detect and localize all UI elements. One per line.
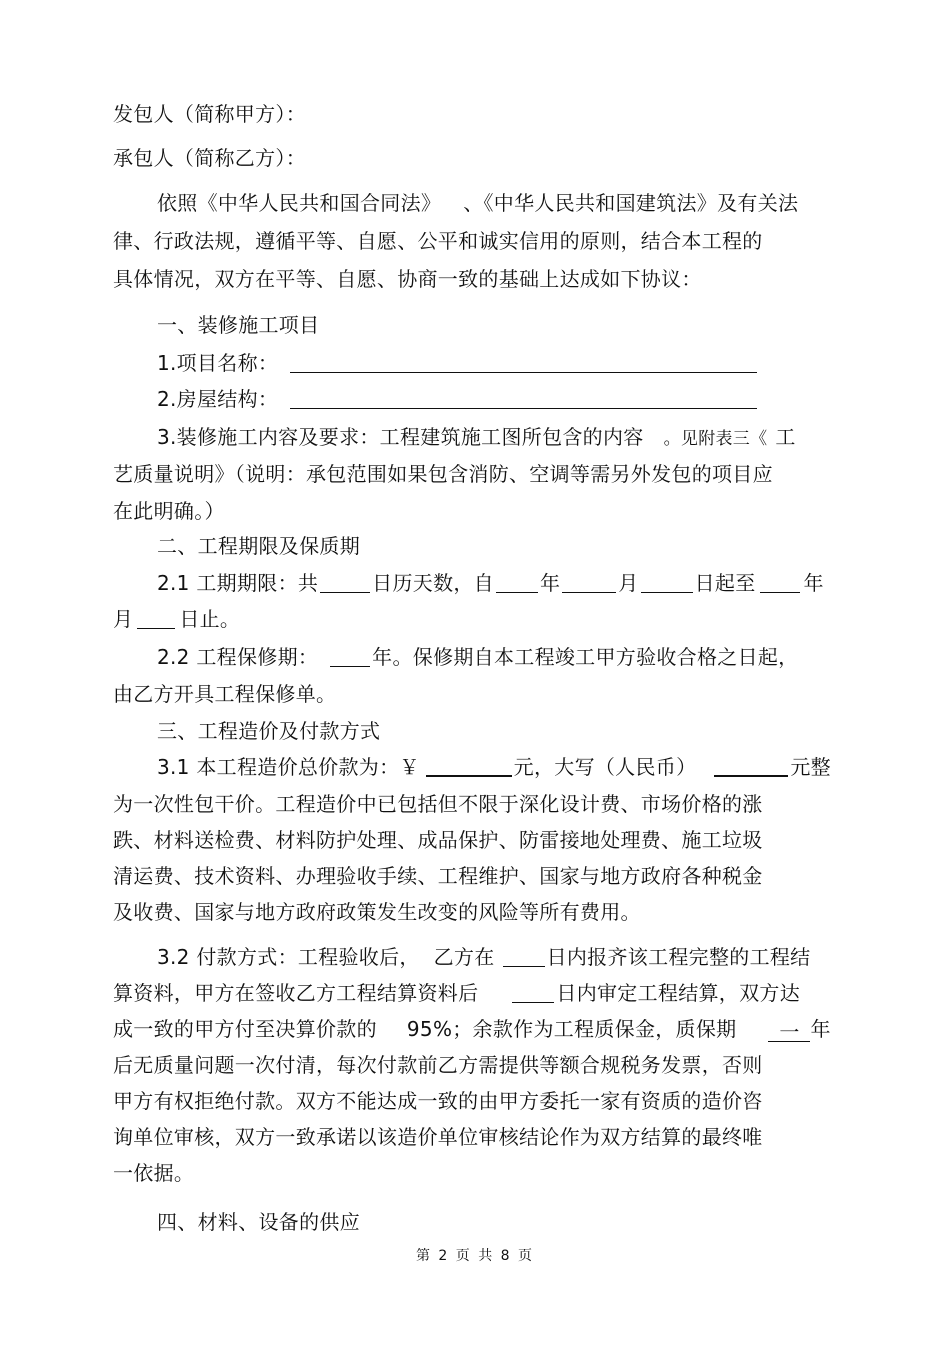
period-line: 月 日止。 xyxy=(113,607,241,631)
review-days-blank[interactable] xyxy=(512,982,554,1003)
report-days-blank[interactable] xyxy=(503,946,545,967)
project-name-blank[interactable] xyxy=(290,352,757,373)
start-year-blank[interactable] xyxy=(496,572,538,593)
payment-line: 算资料，甲方在签收乙方工程结算资料后 日内审定工程结算，双方达 xyxy=(113,981,801,1005)
price-line: 为一次性包干价。工程造价中已包括但不限于深化设计费、市场价格的涨 xyxy=(113,792,763,816)
warranty-years-blank[interactable] xyxy=(330,646,370,667)
price-line: 3.1 本工程造价总价款为：￥ 元，大写（人民币） 元整 xyxy=(157,755,831,779)
section-heading: 二、工程期限及保质期 xyxy=(157,534,360,558)
section-heading: 四、材料、设备的供应 xyxy=(157,1210,360,1234)
house-structure-line: 2.房屋结构： xyxy=(157,386,757,412)
end-year-blank[interactable] xyxy=(760,572,800,593)
price-line: 及收费、国家与地方政府政策发生改变的风险等所有费用。 xyxy=(113,900,641,924)
payment-line: 询单位审核，双方一致承诺以该造价单位审核结论作为双方结算的最终唯 xyxy=(113,1125,763,1149)
preamble-line: 具体情况，双方在平等、自愿、协商一致的基础上达成如下协议： xyxy=(113,267,702,291)
price-line: 跌、材料送检费、材料防护处理、成品保护、防雷接地处理费、施工垃圾 xyxy=(113,828,763,852)
price-capital-blank[interactable] xyxy=(714,755,788,777)
payment-line: 3.2 付款方式：工程验收后， 乙方在 日内报齐该工程完整的工程结 xyxy=(157,945,811,969)
party-a-line: 发包人（简称甲方）： xyxy=(113,102,306,126)
payment-line: 后无质量问题一次付清，每次付款前乙方需提供等额合规税务发票，否则 xyxy=(113,1053,763,1077)
days-blank[interactable] xyxy=(320,572,370,593)
start-day-blank[interactable] xyxy=(641,572,693,593)
content-line: 艺质量说明》（说明：承包范围如果包含消防、空调等需另外发包的项目应 xyxy=(113,462,773,486)
content-line: 3.装修施工内容及要求：工程建筑施工图所包含的内容 。见附表三《 工 xyxy=(157,425,796,449)
preamble-line: 依照《中华人民共和国合同法》 、《中华人民共和国建筑法》及有关法 xyxy=(157,191,799,215)
warranty-period-blank[interactable]: 一 xyxy=(768,1019,810,1042)
preamble-line: 律、行政法规，遵循平等、自愿、公平和诚实信用的原则，结合本工程的 xyxy=(113,229,763,253)
warranty-line: 2.2 工程保修期： 年。保修期自本工程竣工甲方验收合格之日起， xyxy=(157,645,799,669)
payment-line: 一依据。 xyxy=(113,1161,195,1185)
house-structure-blank[interactable] xyxy=(290,388,757,409)
party-b-line: 承包人（简称乙方）： xyxy=(113,146,306,170)
price-amount-blank[interactable] xyxy=(426,755,512,777)
section-heading: 三、工程造价及付款方式 xyxy=(157,719,381,743)
price-line: 清运费、技术资料、办理验收手续、工程维护、国家与地方政府各种税金 xyxy=(113,864,763,888)
page-number: 第 2 页 共 8 页 xyxy=(415,1248,535,1264)
warranty-line: 由乙方开具工程保修单。 xyxy=(113,682,337,706)
payment-line: 甲方有权拒绝付款。双方不能达成一致的由甲方委托一家有资质的造价咨 xyxy=(113,1089,763,1113)
content-line: 在此明确。） xyxy=(113,499,225,523)
start-month-blank[interactable] xyxy=(562,572,616,593)
payment-line: 成一致的甲方付至决算价款的 95%；余款作为工程质保金，质保期 一 年 xyxy=(113,1017,831,1044)
end-day-blank[interactable] xyxy=(137,608,175,629)
project-name-line: 1.项目名称： xyxy=(157,350,757,376)
section-heading: 一、装修施工项目 xyxy=(157,313,320,337)
period-line: 2.1 工期期限：共 日历天数，自 年 月 日起至 年 xyxy=(157,571,824,595)
